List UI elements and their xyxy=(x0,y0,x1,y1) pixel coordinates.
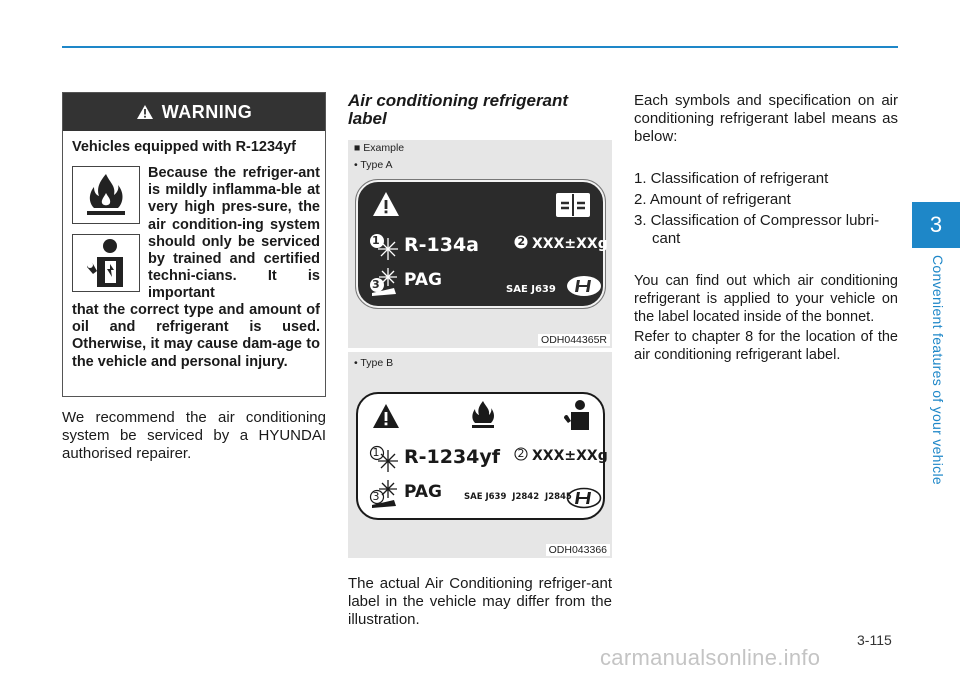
number-2-badge: 2 xyxy=(517,235,526,248)
page-number: 3-115 xyxy=(857,632,892,648)
warning-box xyxy=(62,92,326,397)
list-item: 3. Classification of Compressor lubri-cant xyxy=(634,212,880,247)
caution-icon xyxy=(372,191,400,217)
warning-triangle-icon xyxy=(136,104,154,120)
symbols-list xyxy=(634,170,898,251)
chapter-number: 3 xyxy=(929,212,943,237)
watermark: carmanualsonline.info xyxy=(600,645,821,670)
chapter-tab xyxy=(912,202,960,248)
top-rule xyxy=(62,46,898,48)
refrigerant-amount: XXX±XXg xyxy=(532,236,608,252)
section-title: Air conditioning refrigerant label xyxy=(348,91,569,128)
warning-header xyxy=(63,93,325,131)
caution-icon-b xyxy=(372,403,400,429)
number-1-badge-b: 1 xyxy=(372,446,380,459)
service-recommendation: We recommend the air conditioning system be serviced by a HYUNDAI authorised repairer. xyxy=(62,409,326,462)
number-3-badge-b: 3 xyxy=(372,490,380,503)
refrigerant-amount-b: XXX±XXg xyxy=(532,448,608,464)
warning-text-upper: Because the refriger-ant is mildly inflamma-ble at very high pres-sure, the air condition-ing system should only be serviced by trained and certified techni-cians. It is important xyxy=(148,165,320,302)
sae-standard-b: SAE J639 J2842 J2845 xyxy=(464,492,572,502)
list-item: 2. Amount of refrigerant xyxy=(634,191,791,208)
type-b-label: • Type B xyxy=(354,357,394,369)
label-location-text: You can find out which air conditioning refrigerant is applied to your vehicle on the label located inside of the bonnet. xyxy=(634,273,898,325)
type-a-label: • Type A xyxy=(354,159,393,171)
example-label: ■ Example xyxy=(354,142,405,154)
number-1-badge: 1 xyxy=(372,234,380,247)
warning-subtitle: Vehicles equipped with R-1234yf xyxy=(72,139,297,155)
hyundai-logo-icon-b xyxy=(566,487,602,509)
hyundai-logo-icon xyxy=(566,275,602,297)
number-2-badge-b: 2 xyxy=(517,447,525,460)
symbols-intro: Each symbols and specification on air conditioning refrigerant label means as below: xyxy=(634,92,898,145)
manual-book-icon xyxy=(555,191,591,219)
list-item: 1. Classification of refrigerant xyxy=(634,170,829,187)
refrigerant-label-b xyxy=(356,392,608,520)
lubricant-name-b: PAG xyxy=(404,482,443,502)
illustration-note: The actual Air Conditioning refriger-ant label in the vehicle may differ from the illustration. xyxy=(348,575,612,628)
flammable-icon-b xyxy=(470,399,496,429)
figure-code-a: ODH044365R xyxy=(538,334,610,346)
lubricant-name: PAG xyxy=(404,270,443,290)
refrigerant-name: R-134a xyxy=(404,234,479,256)
warning-heading: WARNING xyxy=(161,101,253,122)
number-3-badge: 3 xyxy=(372,278,380,291)
technician-icon-b xyxy=(562,399,592,431)
technician-icon xyxy=(72,234,140,292)
figure-code-b: ODH043366 xyxy=(546,544,610,556)
figure-type-a xyxy=(348,140,612,348)
refrigerant-name-b: R-1234yf xyxy=(404,446,501,468)
sae-standard: SAE J639 xyxy=(506,284,556,295)
refrigerant-label-a xyxy=(356,180,608,308)
chapter-title: Convenient features of your vehicle xyxy=(930,255,946,485)
warning-text-lower: that the correct type and amount of oil and refrigerant is used. Otherwise, it may cause dam-age to the vehicle and personal injury. xyxy=(72,302,320,370)
chapter-reference-text: Refer to chapter 8 for the location of the air conditioning refrigerant label. xyxy=(634,329,898,363)
figure-type-b xyxy=(348,352,612,558)
flammable-icon xyxy=(72,166,140,224)
